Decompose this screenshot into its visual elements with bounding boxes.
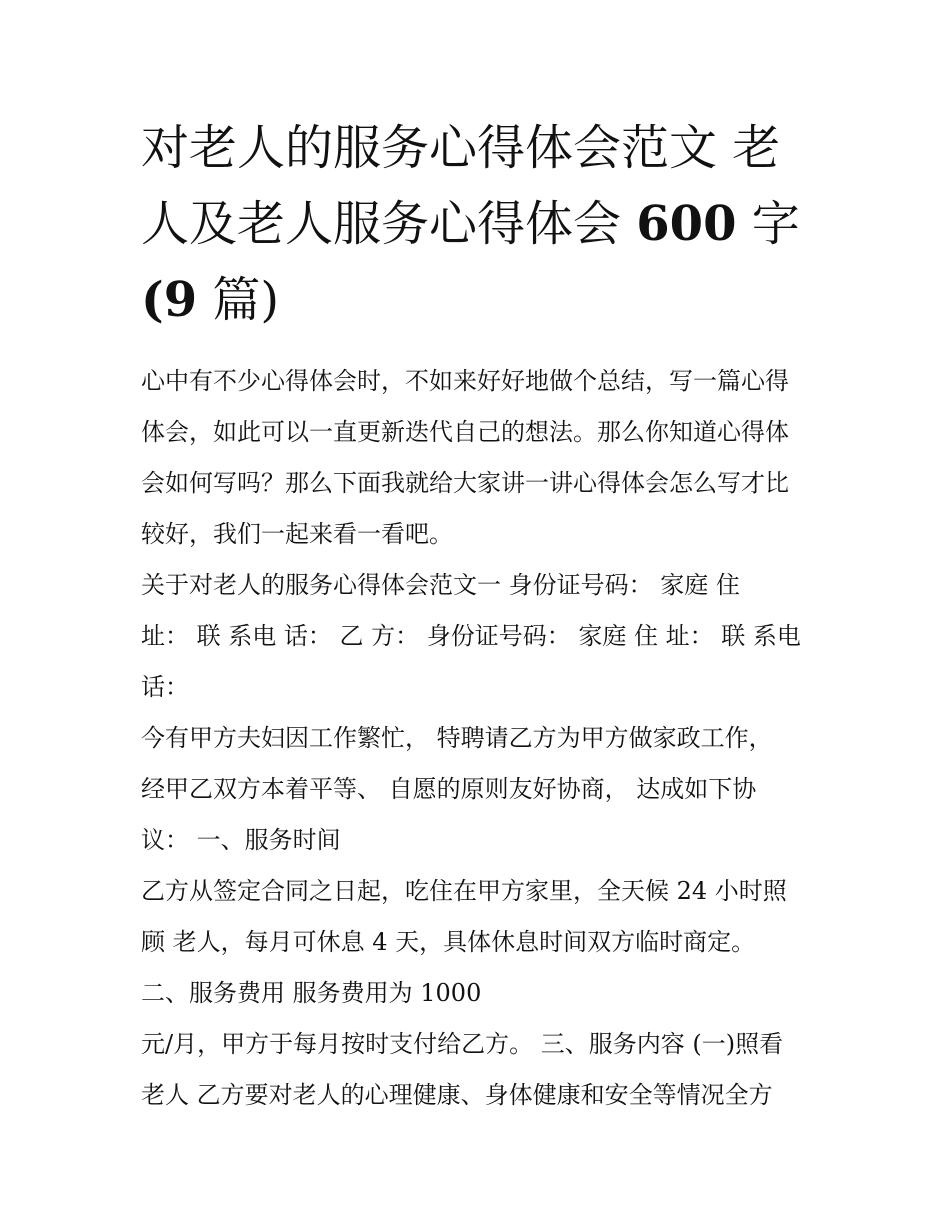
paragraph-line: 今有甲方夫妇因工作繁忙， 特聘请乙方为甲方做家政工作， (141, 724, 773, 752)
document-body (141, 356, 813, 1121)
paragraph-line: 二、服务费用 服务费用为 1000 (141, 979, 482, 1007)
paragraph-service-time (141, 866, 813, 968)
paragraph-line: 经甲乙双方本着平等、 自愿的原则友好协商， 达成如下协 (141, 775, 757, 803)
paragraph-line: 元/月，甲方于每月按时支付给乙方。 三、服务内容 (一)照看 (141, 1030, 784, 1058)
title-line-2-text: 人及老人服务心得体会 (141, 196, 622, 252)
paragraph-line: 顾 老人，每月可休息 4 天，具体休息时间双方临时商定。 (141, 928, 756, 956)
paragraph-line: 体会，如此可以一直更新迭代自己的想法。那么你知道心得体 (141, 418, 789, 446)
paragraph-service-content (141, 1019, 813, 1121)
title-line-2 (141, 186, 813, 262)
paragraph-service-fee (141, 968, 813, 1019)
title-line-1: 对老人的服务心得体会范文 老 (141, 120, 781, 176)
paragraph-line: 关于对老人的服务心得体会范文一 身份证号码： 家庭 住 (141, 571, 740, 599)
title-unit: 篇) (212, 272, 280, 328)
title-count: (9 (141, 272, 198, 328)
paragraph-line: 会如何写吗？那么下面我就给大家讲一讲心得体会怎么写才比 (141, 469, 789, 497)
paragraph-line: 话： (141, 673, 189, 701)
paragraph-party-info (141, 560, 813, 713)
paragraph-line: 乙方从签定合同之日起，吃住在甲方家里，全天候 24 小时照 (141, 877, 787, 905)
document-title (141, 110, 813, 338)
paragraph-agreement (141, 713, 813, 866)
paragraph-line: 心中有不少心得体会时，不如来好好地做个总结，写一篇心得 (141, 367, 789, 395)
paragraph-line: 老人 乙方要对老人的心理健康、身体健康和安全等情况全方 (141, 1081, 773, 1109)
paragraph-line: 较好，我们一起来看一看吧。 (141, 520, 453, 548)
title-word-zi: 字 (751, 196, 800, 252)
document-page (141, 110, 813, 1121)
paragraph-intro (141, 356, 813, 560)
title-number-600: 600 (636, 196, 737, 252)
paragraph-line: 址： 联 系电 话： 乙 方： 身份证号码： 家庭 住 址： 联 系电 (141, 622, 801, 650)
title-line-3 (141, 262, 813, 338)
paragraph-line: 议： 一、服务时间 (141, 826, 341, 854)
